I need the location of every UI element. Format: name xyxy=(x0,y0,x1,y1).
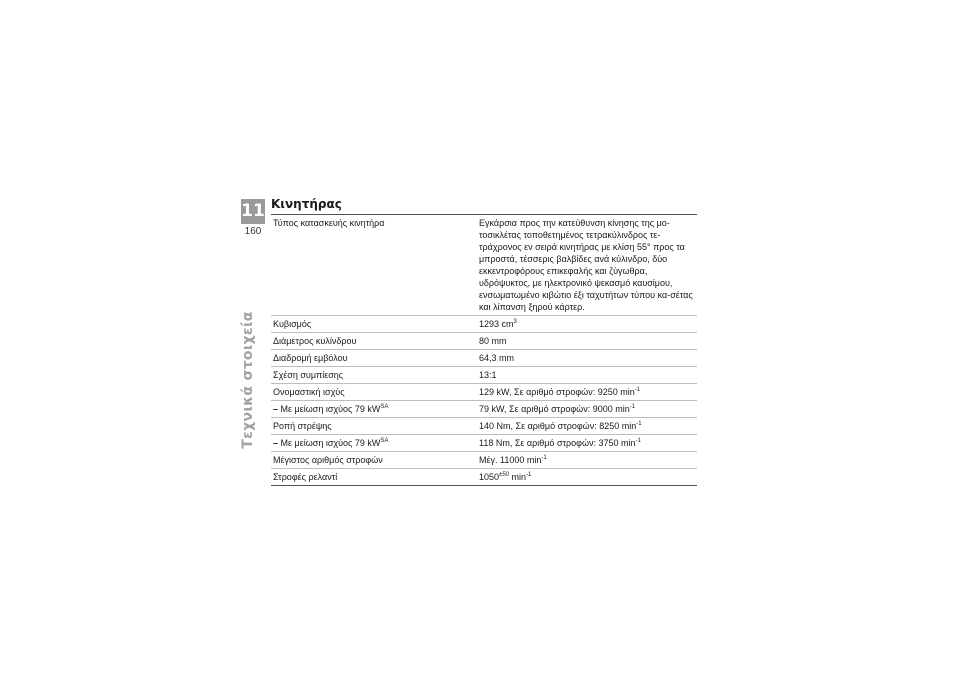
table-row xyxy=(271,316,697,333)
chapter-number-tab: 11 xyxy=(241,201,265,221)
spec-label: Διάμετρος κυλίνδρου xyxy=(271,333,477,350)
spec-value: 79 kW, Σε αριθμό στροφών: 9000 $\min^{-1}$ xyxy=(477,401,697,418)
table-row xyxy=(271,435,697,452)
spec-label: Μέγιστος αριθμός στροφών xyxy=(271,452,477,469)
spec-value: 129 kW, Σε αριθμό στροφών: 9250 $\min^{-1}$ xyxy=(477,384,697,401)
page-number: 160 xyxy=(241,223,265,237)
engine-spec-table xyxy=(271,214,697,486)
spec-value: 13:1 xyxy=(477,367,697,384)
spec-value: 64,3 mm xyxy=(477,350,697,367)
table-row xyxy=(271,401,697,418)
table-row xyxy=(271,215,697,316)
spec-label: Διαδρομή εμβόλου xyxy=(271,350,477,367)
spec-value: 1293 $cm^3$ xyxy=(477,316,697,333)
spec-value: $1050^{\pm 50}$ $\min^{-1}$ xyxy=(479,472,532,482)
spec-label: Κυβισμός xyxy=(271,316,477,333)
sa-badge: SA xyxy=(380,404,389,410)
spec-value: 118 Nm, Σε αριθμό στροφών: 3750 $\min^{-1}$ xyxy=(477,435,697,452)
spec-value: 140 Nm, Σε αριθμό στροφών: 8250 $\min^{-1}$ xyxy=(477,418,697,435)
table-row xyxy=(271,452,697,469)
table-row xyxy=(271,418,697,435)
spec-label: Στροφές ρελαντί xyxy=(273,472,338,482)
table-row xyxy=(271,469,697,486)
spec-value: 80 mm xyxy=(477,333,697,350)
spec-value: Μέγ. 11000 $\min^{-1}$ xyxy=(477,452,697,469)
spec-label: Σχέση συμπίεσης xyxy=(271,367,477,384)
table-row xyxy=(271,384,697,401)
dash-bullet: – xyxy=(273,438,279,448)
section-title: Κινητήρας xyxy=(271,197,342,211)
spec-label: – Με μείωση ισχύος 79 $kW^{SA}$ xyxy=(271,435,477,452)
dash-bullet: – xyxy=(273,404,279,414)
chapter-side-title: Τεχνικά στοιχεία xyxy=(240,311,256,449)
table-row xyxy=(271,350,697,367)
table-row xyxy=(271,333,697,350)
spec-value: Εγκάρσια προς την κατεύθυνση κίνησης της μο-τοσικλέτας τοποθετημένος τετρακύλινδρος τε-τράχρονος εν σειρά κινητήρας με κλίση 55° προς τα μπροστά, τέσσερις βαλβίδες ανά κύλινδρο, δύο εκκεντροφόρους επικεφαλής και ζύγωθρα, υδρόψυκτος, με ηλεκτρονικό ψεκασμό καυσίμου, ενσωματωμένο κιβώτιο έξι ταχυτήτων τύπου κα-σέτας και λίπανση ξηρού κάρτερ. xyxy=(477,215,697,316)
spec-label: Τύπος κατασκευής κινητήρα xyxy=(271,215,477,316)
spec-label: Ροπή στρέψης xyxy=(271,418,477,435)
spec-label: Ονομαστική ισχύς xyxy=(271,384,477,401)
table-row xyxy=(271,367,697,384)
sa-badge: SA xyxy=(380,438,389,444)
spec-label: – Με μείωση ισχύος 79 $kW^{SA}$ xyxy=(271,401,477,418)
